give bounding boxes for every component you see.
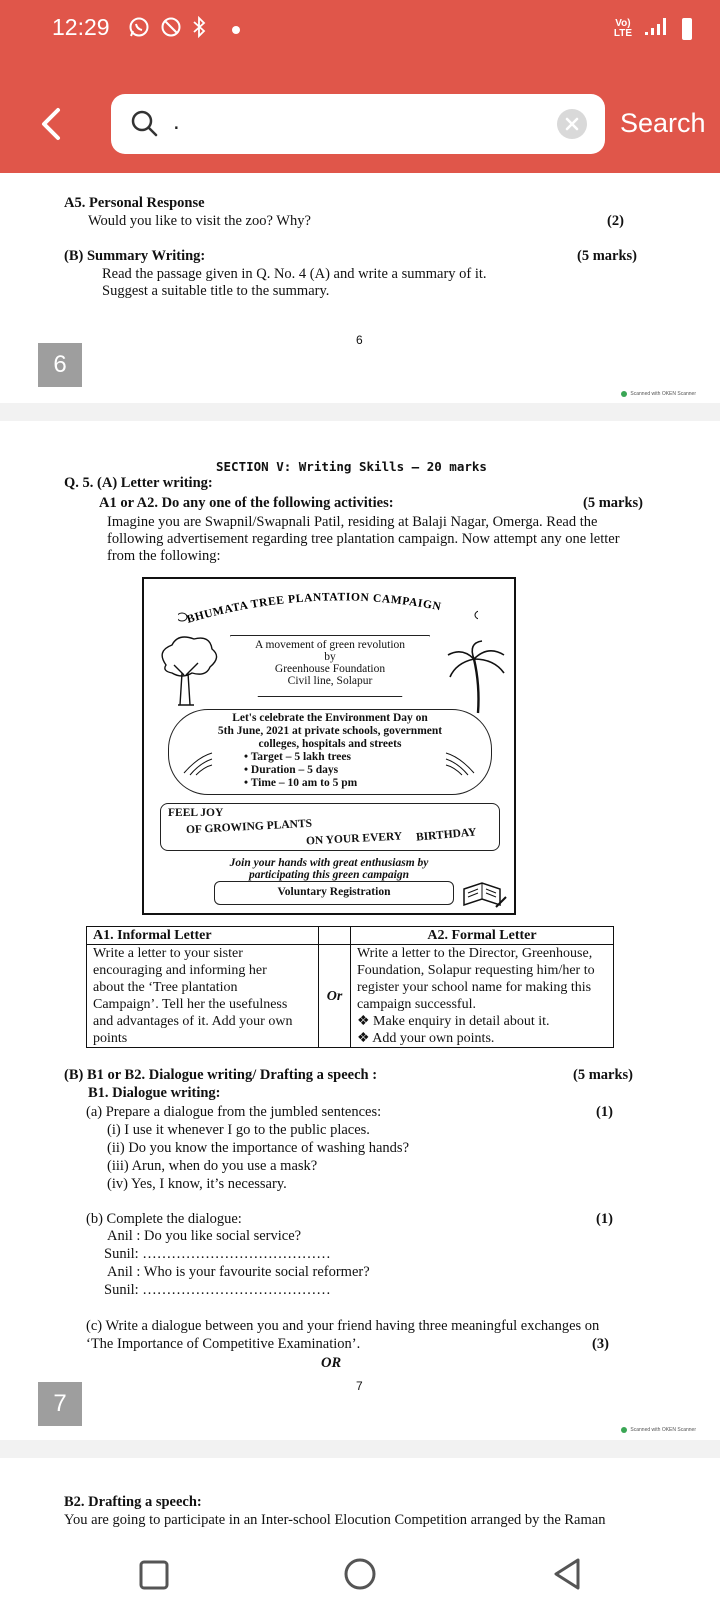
bluetooth-icon — [192, 16, 206, 43]
informal-line: Campaign’. Tell her the usefulness — [93, 997, 288, 1012]
a5-question: Would you like to visit the zoo? Why? — [88, 213, 311, 229]
status-time: 12:29 — [52, 14, 110, 40]
page-number: 7 — [356, 1379, 363, 1393]
volte-icon: Vo) LTE — [613, 17, 632, 39]
poster-celebrate-line-2: 5th June, 2021 at private schools, government — [217, 725, 443, 737]
q5-heading: Q. 5. (A) Letter writing: — [64, 475, 213, 491]
poster-movement-line-2: by — [324, 651, 336, 663]
qb-line-1: Anil : Do you like social service? — [107, 1228, 302, 1244]
formal-line: Write a letter to the Director, Greenhouse, — [357, 946, 593, 961]
poster-joy-line-4: BIRTHDAY — [415, 826, 477, 844]
poster-target: • Target – 5 lakh trees — [244, 751, 351, 763]
home-button[interactable] — [343, 1557, 377, 1596]
square-icon — [138, 1559, 170, 1591]
status-icons — [128, 16, 240, 43]
status-right — [614, 16, 692, 41]
qb-line-4: Sunil: ………………………………… — [104, 1282, 331, 1298]
page-gap — [0, 403, 720, 421]
intro-line-1: Imagine you are Swapnil/Swapnali Patil, residing at Balaji Nagar, Omerga. Read the — [107, 514, 598, 530]
scanner-watermark — [621, 1427, 696, 1433]
svg-text:BHUMATA TREE PLANTATION CAMPAI — [186, 591, 443, 625]
navigation-bar — [0, 1537, 720, 1612]
poster-duration: • Duration – 5 days — [244, 764, 339, 776]
qa-line-2: (ii) Do you know the importance of washing hands? — [107, 1140, 410, 1156]
section-b-marks: (5 marks) — [573, 1067, 634, 1083]
scanner-watermark — [621, 391, 696, 397]
shield-icon — [160, 16, 182, 43]
b2-line: You are going to participate in an Inter-school Elocution Competition arranged by the Raman — [64, 1512, 606, 1528]
summary-marks: (5 marks) — [577, 248, 638, 264]
scanner-logo-icon — [621, 1427, 627, 1433]
clear-search-button[interactable] — [557, 109, 587, 139]
poster-joy-line-1: FEEL JOY — [168, 807, 224, 819]
poster-celebrate-line-3: colleges, hospitals and streets — [258, 738, 402, 750]
palm-tree-icon — [444, 639, 512, 715]
formal-line: ❖ Add your own points. — [357, 1031, 495, 1046]
formal-line: campaign successful. — [357, 997, 476, 1012]
informal-letter-body — [87, 945, 319, 1048]
qb-line-3: Anil : Who is your favourite social reformer? — [107, 1264, 370, 1280]
search-field[interactable] — [111, 94, 605, 154]
a1a2-heading: A1 or A2. Do any one of the following activities: — [99, 495, 394, 511]
qa-marks: (1) — [596, 1104, 613, 1120]
informal-letter-header: A1. Informal Letter — [87, 927, 319, 945]
summary-title: (B) Summary Writing: — [64, 248, 206, 264]
whatsapp-icon — [128, 16, 150, 43]
scanner-text: Scanned with OKEN Scanner — [630, 1427, 696, 1433]
informal-line: encouraging and informing her — [93, 963, 267, 978]
nav-back-button[interactable] — [552, 1557, 582, 1596]
scanner-text: Scanned with OKEN Scanner — [630, 391, 696, 397]
summary-line-1: Read the passage given in Q. No. 4 (A) and write a summary of it. — [102, 266, 487, 282]
search-button[interactable]: Search — [620, 108, 706, 138]
document-page-8 — [0, 1458, 720, 1537]
poster-movement-line-3: Greenhouse Foundation — [274, 663, 386, 675]
or-label: Or — [319, 945, 351, 1048]
formal-line: ❖ Make enquiry in detail about it. — [357, 1014, 550, 1029]
a5-marks: (2) — [607, 213, 624, 229]
battery-icon — [682, 18, 692, 40]
qb-heading: (b) Complete the dialogue: — [86, 1211, 242, 1227]
poster-joy-line-2: OF GROWING PLANTS — [185, 817, 313, 837]
section-heading: SECTION V: Writing Skills – 20 marks — [216, 459, 487, 474]
qc-marks: (3) — [592, 1336, 609, 1352]
qc-line-2: ‘The Importance of Competitive Examination’. — [86, 1336, 361, 1352]
notification-dot-icon — [232, 21, 240, 39]
campaign-poster — [142, 577, 516, 915]
search-input[interactable]: . — [173, 108, 180, 135]
poster-time: • Time – 10 am to 5 pm — [244, 777, 358, 789]
tree-illustration-icon — [148, 635, 224, 711]
formal-line: Foundation, Solapur requesting him/her to — [357, 963, 595, 978]
informal-line: and advantages of it. Add your own — [93, 1014, 293, 1029]
ribbon-right-icon — [444, 751, 478, 777]
qa-line-1: (i) I use it whenever I go to the public places. — [107, 1122, 370, 1138]
qb-line-2: Sunil: ………………………………… — [104, 1246, 331, 1262]
qc-line-1: (c) Write a dialogue between you and your friend having three meaningful exchanges on — [86, 1318, 600, 1334]
triangle-back-icon — [552, 1557, 582, 1591]
qa-line-4: (iv) Yes, I know, it’s necessary. — [107, 1176, 287, 1192]
poster-joy-line-3: ON YOUR EVERY — [305, 830, 403, 848]
page-badge: 6 — [38, 343, 82, 387]
informal-line: points — [93, 1031, 128, 1046]
page-number: 6 — [356, 333, 363, 347]
formal-letter-body — [351, 945, 614, 1048]
poster-movement-line-4: Civil line, Solapur — [287, 675, 373, 687]
scanner-logo-icon — [621, 391, 627, 397]
back-button[interactable] — [36, 104, 66, 144]
informal-line: Write a letter to your sister — [93, 946, 243, 961]
section-b-title: (B) B1 or B2. Dialogue writing/ Drafting a speech : — [64, 1067, 378, 1083]
b2-heading: B2. Drafting a speech: — [64, 1494, 202, 1510]
formal-line: register your school name for making this — [357, 980, 592, 995]
informal-line: about the ‘Tree plantation — [93, 980, 238, 995]
book-pen-icon — [460, 879, 508, 911]
qb-marks: (1) — [596, 1211, 613, 1227]
a5-title: A5. Personal Response — [64, 195, 205, 211]
poster-title: BHUMATA TREE PLANTATION CAMPAIGN — [185, 591, 443, 626]
or-divider: OR — [321, 1355, 342, 1371]
circle-icon — [343, 1557, 377, 1591]
poster-join-line-1: Join your hands with great enthusiasm by — [229, 857, 429, 869]
summary-line-2: Suggest a suitable title to the summary. — [102, 283, 330, 299]
poster-movement-line-1: A movement of green revolution — [254, 639, 406, 651]
intro-line-2: following advertisement regarding tree plantation campaign. Now attempt any one letter — [107, 531, 620, 547]
recent-apps-button[interactable] — [138, 1559, 170, 1596]
letter-options-table — [86, 926, 614, 1048]
intro-line-3: from the following: — [107, 548, 221, 564]
page-badge: 7 — [38, 1382, 82, 1426]
page-gap — [0, 1440, 720, 1458]
app-header — [0, 0, 720, 173]
a1a2-marks: (5 marks) — [583, 495, 644, 511]
ribbon-left-icon — [180, 751, 214, 777]
poster-title-arc — [178, 587, 478, 627]
poster-registration: Voluntary Registration — [277, 886, 391, 898]
table-divider-header — [319, 927, 351, 945]
poster-celebrate-line-1: Let's celebrate the Environment Day on — [232, 712, 428, 724]
poster-join-line-2: participating this green campaign — [248, 869, 410, 881]
search-icon — [129, 108, 159, 143]
qa-line-3: (iii) Arun, when do you use a mask? — [107, 1158, 318, 1174]
document-page-6 — [0, 173, 720, 403]
b1-heading: B1. Dialogue writing: — [88, 1085, 221, 1101]
formal-letter-header: A2. Formal Letter — [351, 927, 614, 945]
signal-icon — [644, 16, 670, 41]
qa-heading: (a) Prepare a dialogue from the jumbled sentences: — [86, 1104, 382, 1120]
